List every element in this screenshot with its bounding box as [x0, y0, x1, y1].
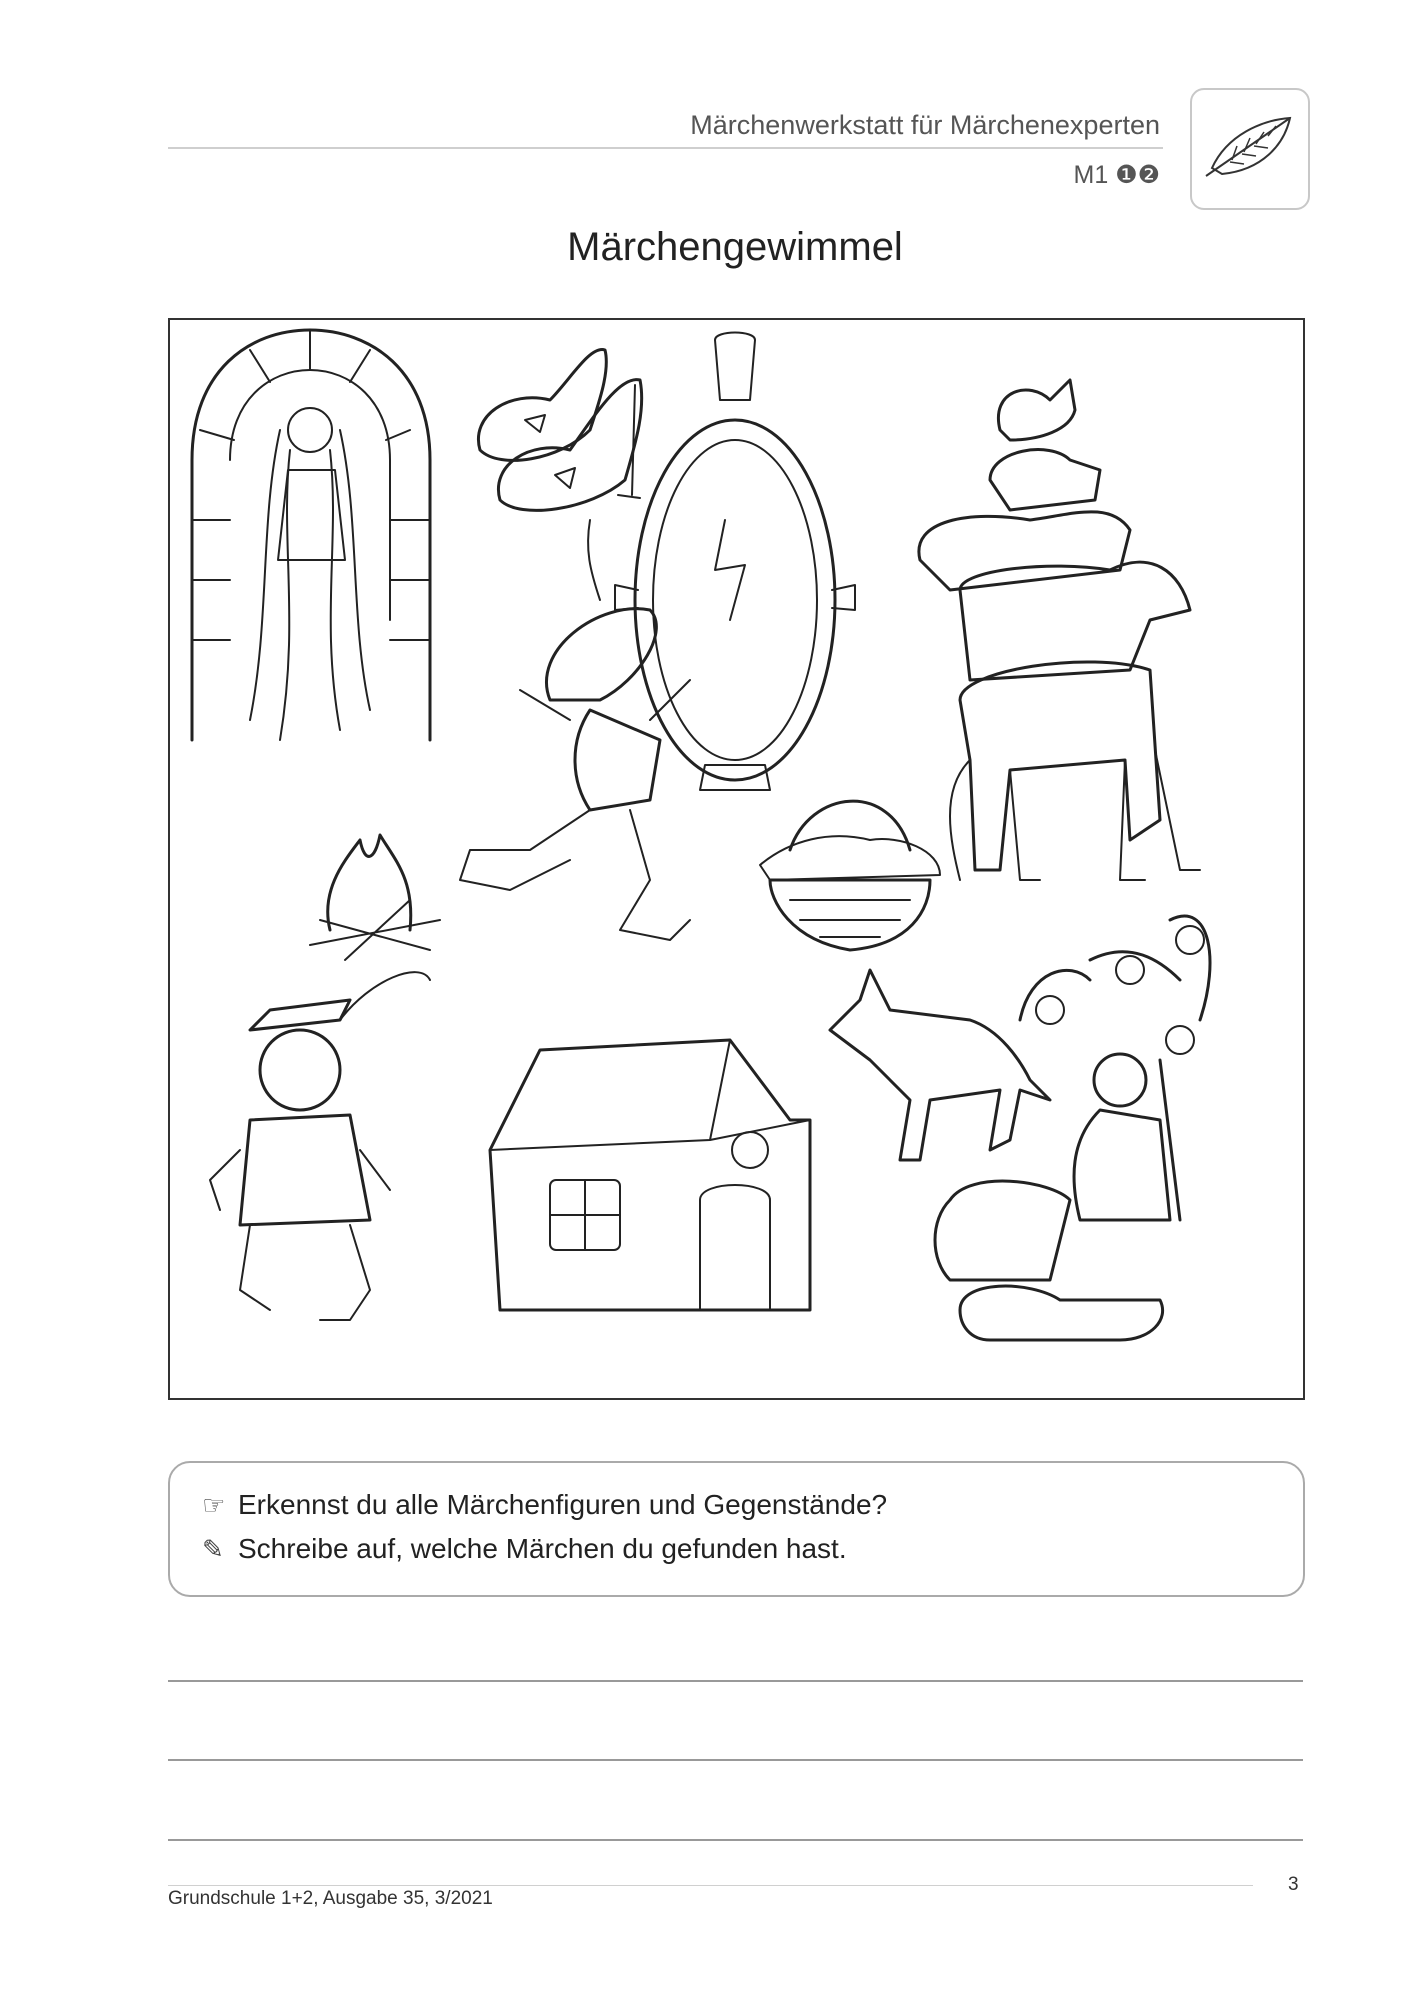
fairy-tale-illustration: [168, 318, 1305, 1400]
task-instructions: [168, 1461, 1305, 1597]
task-1: [202, 1489, 887, 1521]
gingerbread-house-drawing: [490, 1040, 810, 1310]
page-title: Märchengewimmel: [567, 225, 903, 269]
task-2-text: Schreibe auf, welche Märchen du gefunden hast.: [238, 1533, 847, 1564]
glass-slippers-drawing: [478, 350, 641, 511]
wolf-drawing: [830, 970, 1050, 1160]
rapunzel-tower-drawing: [192, 330, 430, 740]
leaf-icon: [1192, 90, 1308, 208]
leaf-logo: [1190, 88, 1310, 210]
rumpelstiltskin-drawing: [460, 520, 690, 940]
town-musicians-drawing: [919, 380, 1200, 880]
puss-in-boots-drawing: [210, 972, 430, 1320]
writing-line-1[interactable]: [168, 1680, 1303, 1682]
magic-mirror-drawing: [615, 333, 855, 791]
pencil-icon: ✎: [202, 1533, 224, 1564]
footer-divider: [168, 1885, 1253, 1886]
header-divider: [168, 147, 1163, 149]
pointing-hand-icon: ☞: [202, 1489, 226, 1520]
writing-line-3[interactable]: [168, 1839, 1303, 1841]
page-number: 3: [1288, 1874, 1299, 1895]
series-title: Märchenwerkstatt für Märchenexperten: [690, 110, 1160, 140]
basket-drawing: [760, 801, 940, 950]
campfire-drawing: [310, 835, 440, 960]
task-2: [202, 1533, 847, 1565]
publication-info: Grundschule 1+2, Ausgabe 35, 3/2021: [168, 1888, 493, 1909]
sleeping-beauty-drawing: [935, 916, 1210, 1340]
task-1-text: Erkennst du alle Märchenfiguren und Gegenstände?: [238, 1489, 888, 1520]
material-code: M1 ❶❷: [1073, 161, 1160, 189]
writing-line-2[interactable]: [168, 1759, 1303, 1761]
